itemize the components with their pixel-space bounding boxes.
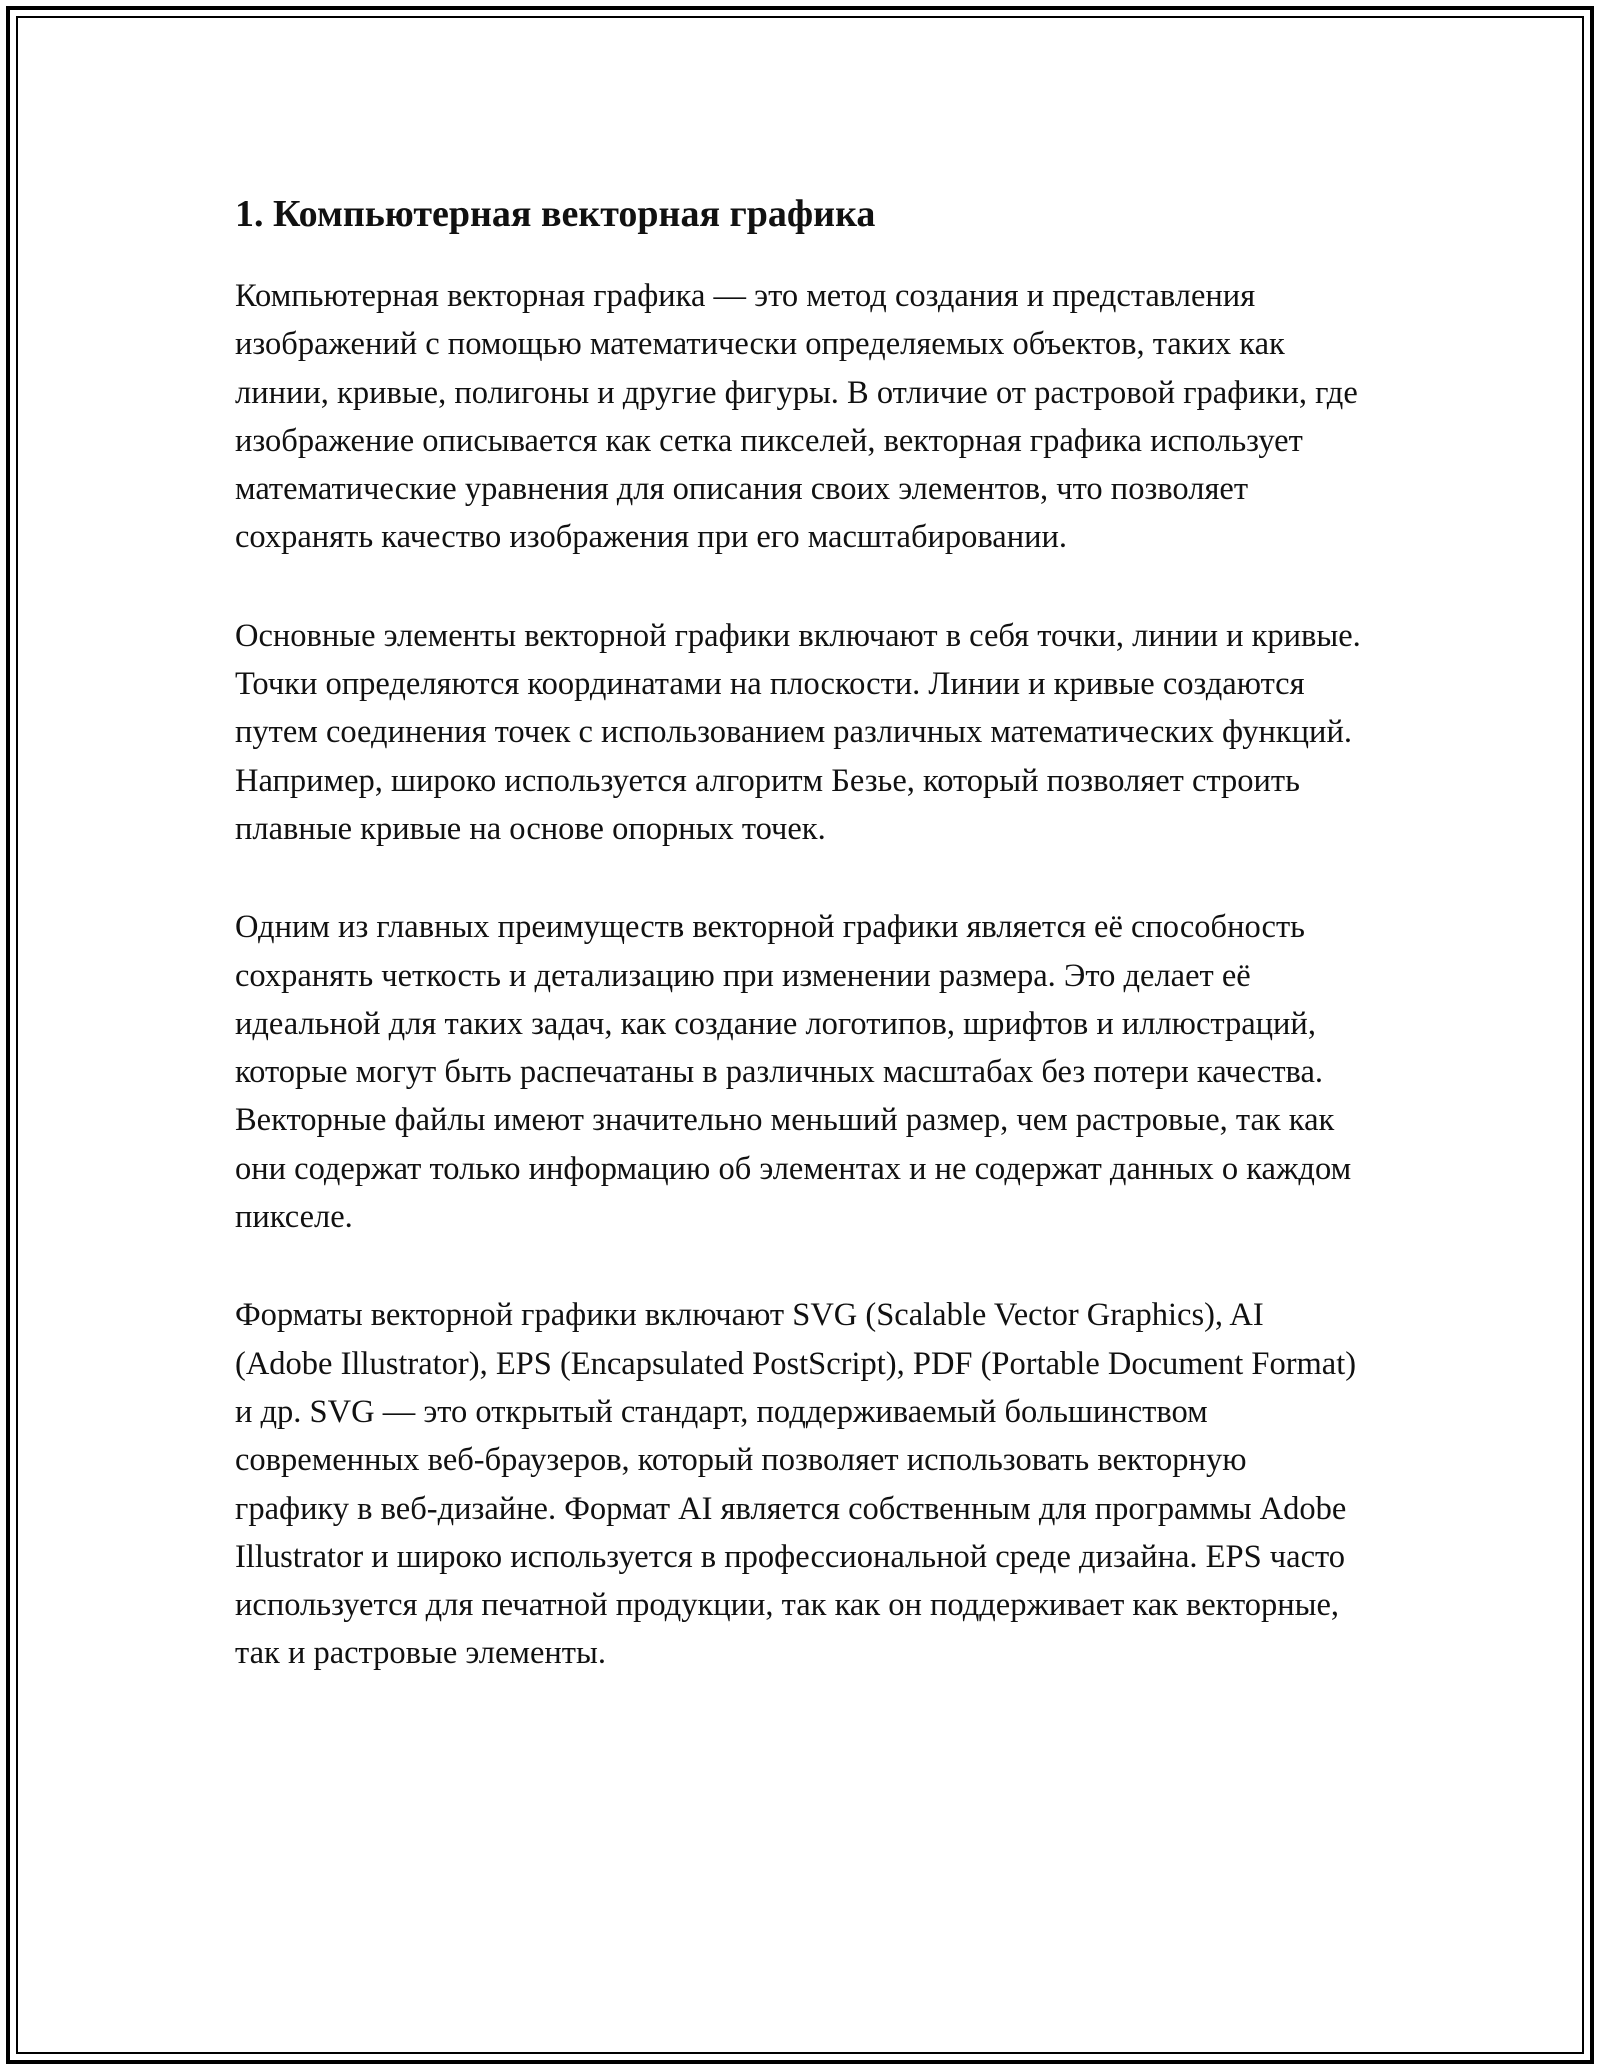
paragraph-basic-elements: Основные элементы векторной графики включают в себя точки, линии и кривые. Точки определяются координатами на плоскости. Линии и кривые создаются путем соединения точек с использованием различных математических функций. Например, широко используется алгоритм Безье, который позволяет строить плавные кривые на основе опорных точек. [235, 617, 1361, 847]
document-body [235, 186, 1365, 1728]
paragraph-formats: Форматы векторной графики включают SVG (Scalable Vector Graphics), AI (Adobe Illustrator), EPS (Encapsulated PostScript), PDF (Portable Document Format) и др. SVG — это открытый стандарт, поддерживаемый большинством современных веб-браузеров, который позволяет использовать векторную графику в веб-дизайне. Формат AI является собственным для программы Adobe Illustrator и широко используется в профессиональной среде дизайна. EPS часто используется для печатной продукции, так как он поддерживает как векторные, так и растровые элементы. [235, 1297, 1357, 1672]
section-heading: 1. Компьютерная векторная графика [235, 193, 876, 235]
paragraph-advantages: Одним из главных преимуществ векторной графики является её способность сохранять четкость и детализацию при изменении размера. Это делает её идеальной для таких задач, как создание логотипов, шрифтов и иллюстраций, которые могут быть распечатаны в различных масштабах без потери качества. Векторные файлы имеют значительно меньший размер, чем растровые, так как они содержат только информацию об элементах и не содержат данных о каждом пикселе. [235, 909, 1352, 1236]
paragraph-definition: Компьютерная векторная графика — это метод создания и представления изображений с помощью математически определяемых объектов, таких как линии, кривые, полигоны и другие фигуры. В отличие от растровой графики, где изображение описывается как сетка пикселей, векторная графика использует математические уравнения для описания своих элементов, что позволяет сохранять качество изображения при его масштабировании. [235, 278, 1358, 556]
